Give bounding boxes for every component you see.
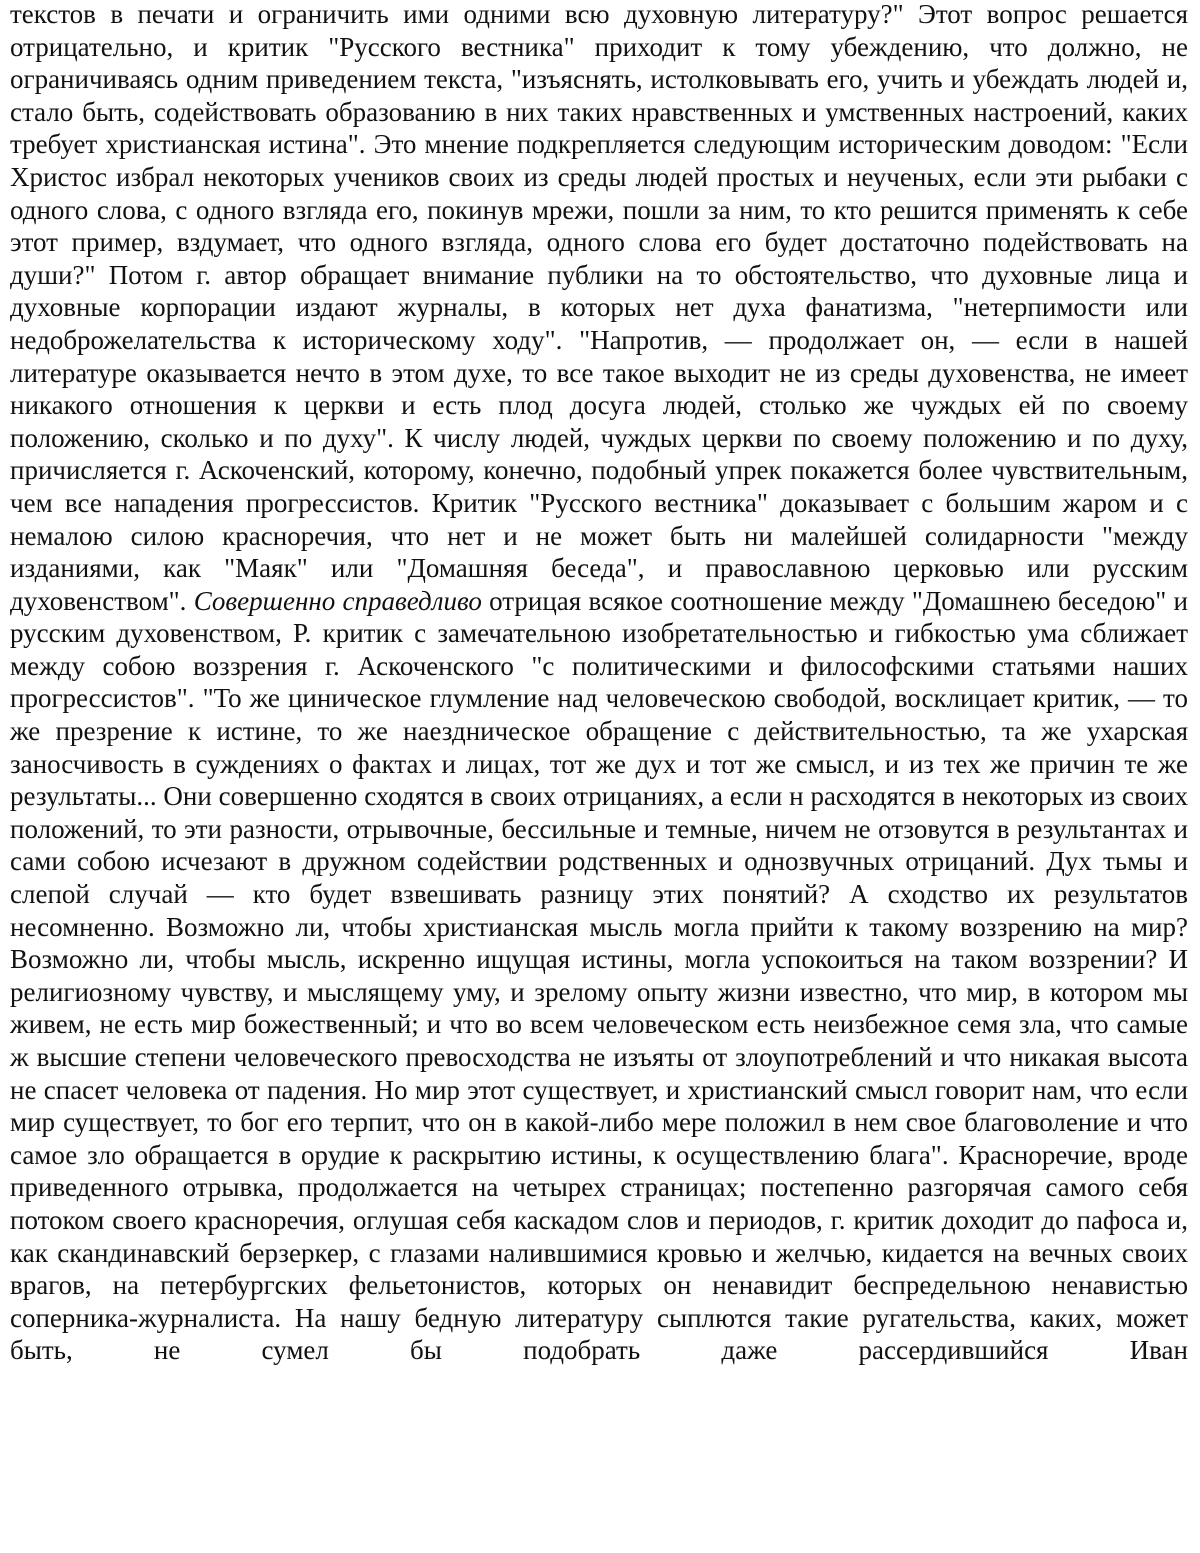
paragraph-text-part-2: отрицая всякое соотношение между "Домашнею беседою" и русским духовенством, Р. критик с замечательною изобретательностью и гибкостью ума сближает между собою воззрения г. Аскоченского "с политическими и философскими статьями наших прогрессистов". "То же циническое глумление над человеческою свободой, восклицает критик, — то же презрение к истине, то же наездническое обращение с действительностью, та же ухарская заносчивость в суждениях о фактах и лицах, тот же дух и тот же смысл, и из тех же причин те же результаты... Они совершенно сходятся в своих отрицаниях, а если н расходятся в некоторых из своих положений, то эти разности, отрывочные, бессильные и темные, ничем не отзовутся в результантах и сами собою исчезают в дружном содействии родственных и однозвучных отрицаний. Дух тьмы и слепой случай — кто будет взвешивать разницу этих понятий? А сходство их результатов несомненно. Возможно ли, чтобы христианская мысль могла прийти к такому воззрению на мир? Возможно ли, чтобы мысль, искренно ищущая истины, могла успокоиться на таком воззрении? И религиозному чувству, и мыслящему уму, и зрелому опыту жизни известно, что мир, в котором мы живем, не есть мир божественный; и что во всем человеческом есть неизбежное семя зла, что самые ж высшие степени человеческого превосходства не изъяты от злоупотреблений и что никакая высота не спасет человека от падения. Но мир этот существует, и христианский смысл говорит нам, что если мир существует, то бог его терпит, что он в какой-либо мере положил в нем свое благоволение и что самое зло обращается в орудие к раскрытию истины, к осуществлению блага". Красноречие, вроде приведенного отрывка, продолжается на четырех страницах; постепенно разгорячая самого себя потоком своего красноречия, оглушая себя каскадом слов и периодов, г. критик доходит до пафоса и, как скандинавский берзеркер, с глазами налившимися кровью и желчью, кидается на вечных своих врагов, на петербургских фельетонистов, которых он ненавидит беспредельною ненавистью соперника-журналиста. На нашу бедную литературу сыплются такие ругательства, каких, может быть, не сумел бы подобрать даже рассердившийся Иван (10, 585, 1188, 1366)
body-paragraph (10, 0, 1188, 1367)
italic-emphasis: Совершенно справедливо (193, 585, 482, 616)
paragraph-text-part-1: текстов в печати и ограничить ими одними всю духовную литературу?" Этот вопрос решается отрицательно, и критик "Русского вестника" приходит к тому убеждению, что должно, не ограничиваясь одним приведением текста, "изъяснять, истолковывать его, учить и убеждать людей и, стало быть, содействовать образованию в них таких нравственных и умственных настроений, каких требует христианская истина". Это мнение подкрепляется следующим историческим доводом: "Если Христос избрал некоторых учеников своих из среды людей простых и неученых, если эти рыбаки с одного слова, с одного взгляда его, покинув мрежи, пошли за ним, то кто решится применять к себе этот пример, вздумает, что одного взгляда, одного слова его будет достаточно подействовать на души?" Потом г. автор обращает внимание публики на то обстоятельство, что духовные лица и духовные корпорации издают журналы, в которых нет духа фанатизма, "нетерпимости или недоброжелательства к историческому ходу". "Напротив, — продолжает он, — если в нашей литературе оказывается нечто в этом духе, то все такое выходит не из среды духовенства, не имеет никакого отношения к церкви и есть плод досуга людей, столько же чуждых ей по своему положению, сколько и по духу". К числу людей, чуждых церкви по своему положению и по духу, причисляется г. Аскоченский, которому, конечно, подобный упрек покажется более чувствительным, чем все нападения прогрессистов. Критик "Русского вестника" доказывает с большим жаром и с немалою силою красноречия, что нет и не может быть ни малейшей солидарности "между изданиями, как "Маяк" или "Домашняя беседа", и православною церковью или русским духовенством". (10, 0, 1188, 616)
